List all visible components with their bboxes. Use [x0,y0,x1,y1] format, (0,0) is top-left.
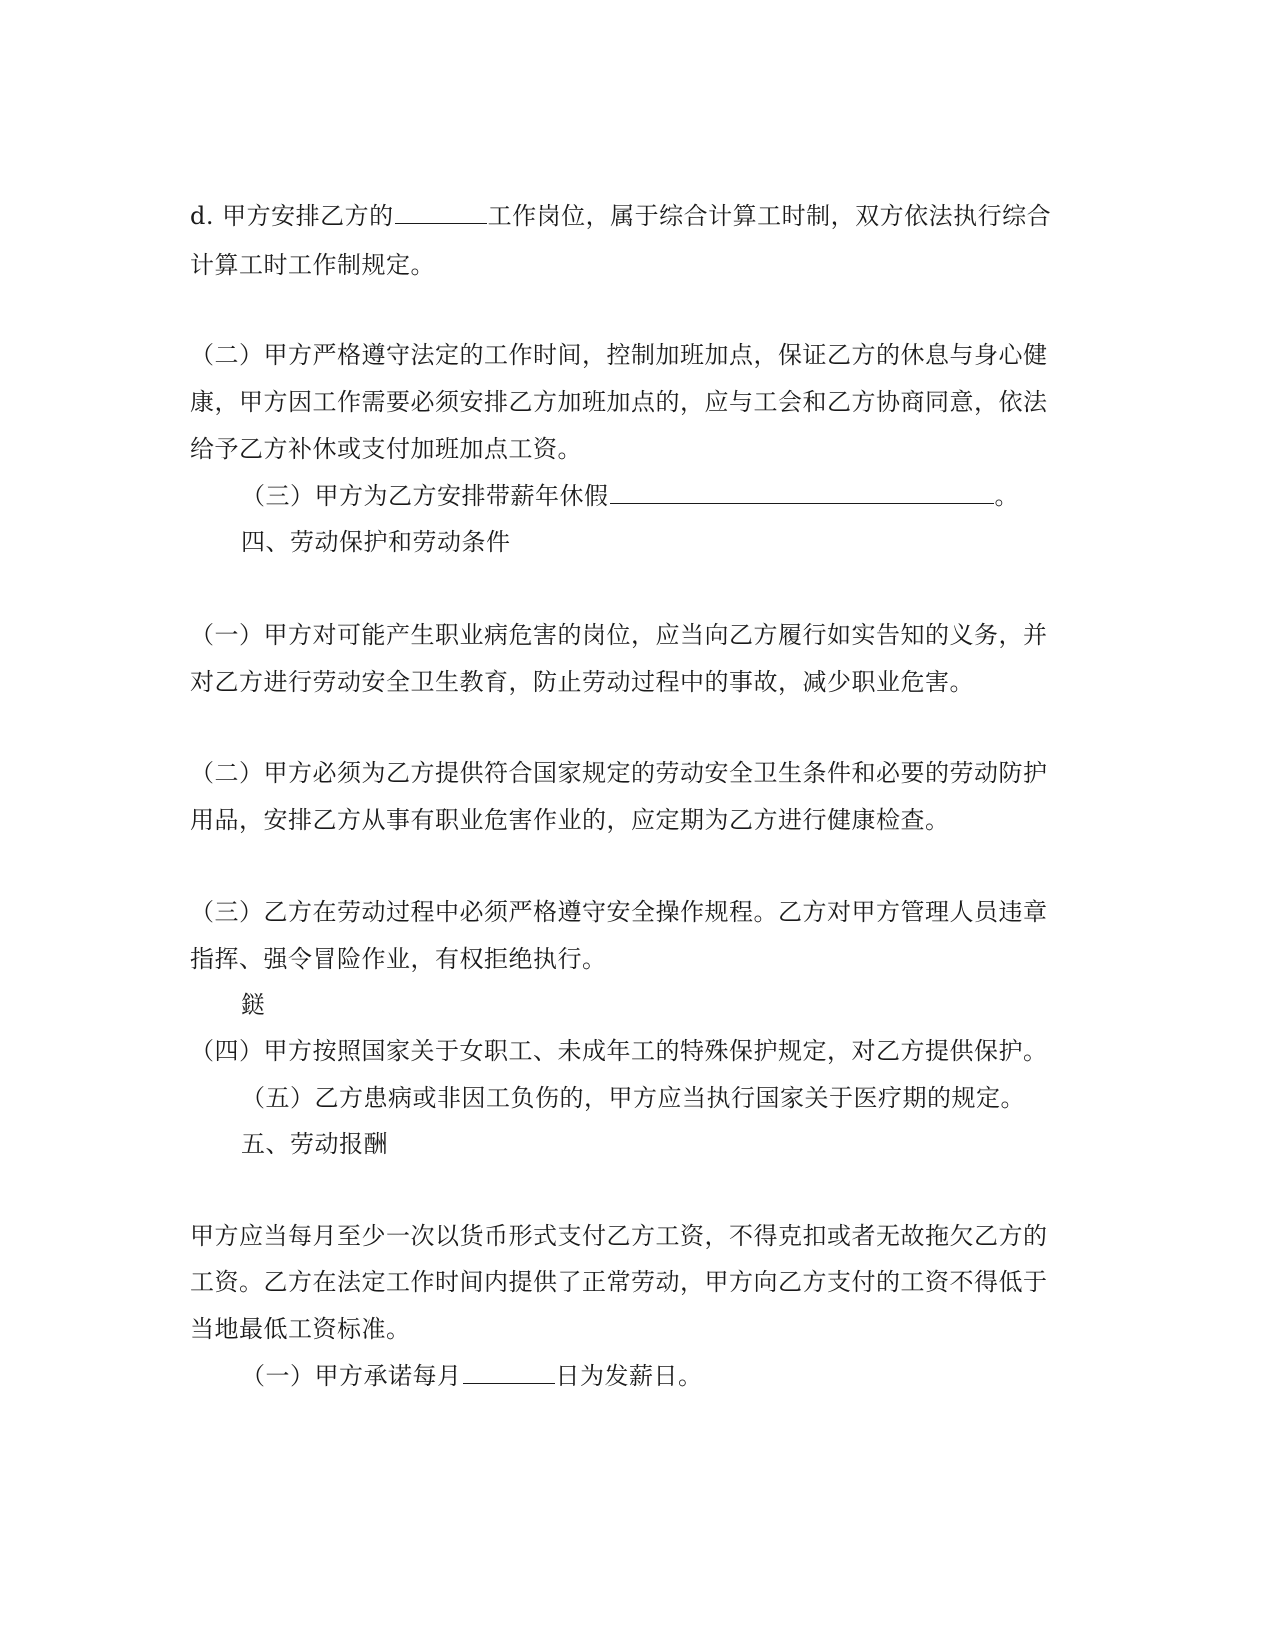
text-line: （三）乙方在劳动过程中必须严格遵守安全操作规程。乙方对甲方管理人员违章 [190,898,1048,926]
text-line: （一）甲方承诺每月 日为发薪日。 [241,1362,703,1390]
text-line: 甲方应当每月至少一次以货币形式支付乙方工资，不得克扣或者无故拖欠乙方的 [190,1222,1048,1250]
text-line: （二）甲方严格遵守法定的工作时间，控制加班加点，保证乙方的休息与身心健 [190,341,1048,369]
text-line: 康，甲方因工作需要必须安排乙方加班加点的，应与工会和乙方协商同意，依法 [190,388,1048,416]
fill-blank [610,481,994,504]
section-heading: 五、劳动报酬 [241,1130,388,1158]
text-line: 计算工时工作制规定。 [190,251,435,279]
fill-blank [395,201,487,224]
section-heading: 四、劳动保护和劳动条件 [241,528,511,556]
text-line: 工资。乙方在法定工作时间内提供了正常劳动，甲方向乙方支付的工资不得低于 [190,1268,1048,1296]
text-line: （三）甲方为乙方安排带薪年休假 。 [241,482,1019,510]
text-line: 当地最低工资标准。 [190,1315,411,1343]
text-line: （二）甲方必须为乙方提供符合国家规定的劳动安全卫生条件和必要的劳动防护 [190,759,1048,787]
text-line: 指挥、强令冒险作业，有权拒绝执行。 [190,945,607,973]
text-line: （五）乙方患病或非因工负伤的，甲方应当执行国家关于医疗期的规定。 [241,1084,1025,1112]
text-line: （四）甲方按照国家关于女职工、未成年工的特殊保护规定，对乙方提供保护。 [190,1037,1048,1065]
text-line: 鎹 [241,991,266,1019]
text-line: （一）甲方对可能产生职业病危害的岗位，应当向乙方履行如实告知的义务，并 [190,621,1048,649]
text-line: 对乙方进行劳动安全卫生教育，防止劳动过程中的事故，减少职业危害。 [190,668,974,696]
text-line: 用品，安排乙方从事有职业危害作业的，应定期为乙方进行健康检查。 [190,806,950,834]
fill-blank [463,1361,555,1384]
text-line: d. 甲方安排乙方的 工作岗位，属于综合计算工时制，双方依法执行综合 [190,202,1052,230]
text-line: 给予乙方补休或支付加班加点工资。 [190,435,582,463]
